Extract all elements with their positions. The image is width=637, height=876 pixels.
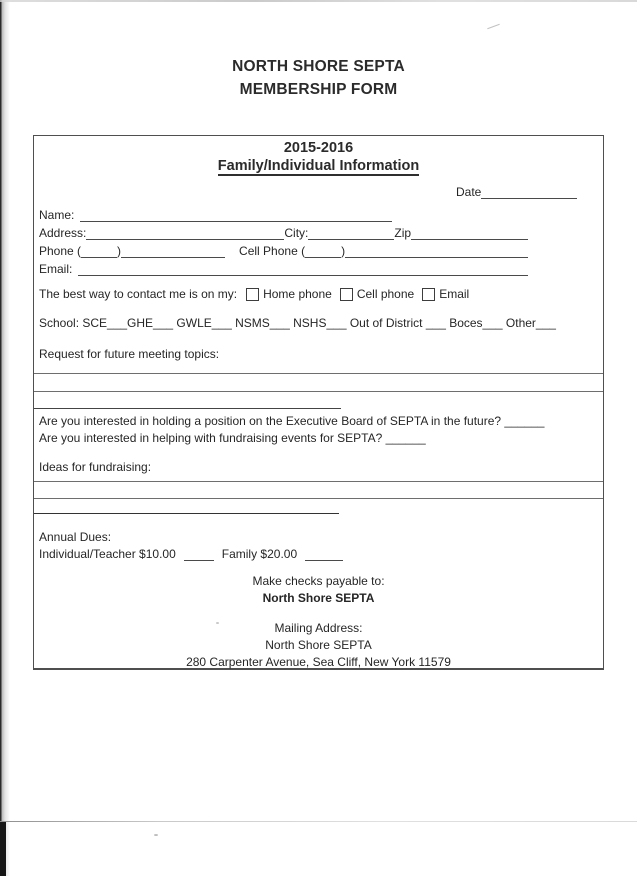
scan-edge-left-dark: [0, 822, 6, 876]
cell-phone-checkbox: [340, 288, 353, 301]
email-label: Email:: [39, 262, 73, 276]
checks-payable-label: Make checks payable to:: [252, 574, 385, 588]
address-field: [39, 226, 528, 240]
date-blank: [481, 186, 577, 199]
city-blank: [308, 227, 394, 240]
meeting-topics-label: Request for future meeting topics:: [39, 347, 220, 361]
phone-field: [39, 244, 528, 258]
scan-speck: [154, 834, 158, 836]
contact-preference-row: [39, 287, 528, 301]
write-in-line: [34, 373, 603, 374]
scan-edge-left: [0, 0, 10, 876]
phone-label: Phone (: [39, 244, 82, 258]
address-blank: [86, 227, 284, 240]
family-dues-label: Family $20.00: [221, 547, 298, 561]
date-field: [456, 185, 577, 199]
zip-blank: [411, 227, 528, 240]
name-field: [39, 208, 528, 222]
family-dues-blank: [305, 548, 343, 561]
cell-phone-blank: [345, 245, 528, 258]
fundraising-question: Are you interested in helping with fundraising events for SEPTA? ______: [39, 431, 426, 445]
cell-paren: ): [341, 244, 346, 258]
date-label: Date: [456, 185, 482, 199]
name-label: Name:: [39, 208, 75, 222]
email-field: [39, 262, 528, 276]
phone-area-blank: [81, 245, 117, 258]
individual-dues-label: Individual/Teacher $10.00: [39, 547, 176, 561]
write-in-line-partial: [34, 408, 341, 409]
write-in-line: [34, 481, 603, 482]
annual-dues-row: [39, 547, 528, 561]
page-title: [0, 55, 637, 101]
fundraising-ideas-label: Ideas for fundraising:: [39, 460, 152, 474]
city-label: City:: [284, 226, 309, 240]
email-checkbox: [422, 288, 435, 301]
write-in-line-partial: [34, 513, 339, 514]
annual-dues-heading: Annual Dues:: [39, 530, 112, 544]
mailing-address-street: 280 Carpenter Avenue, Sea Cliff, New York 11579: [186, 655, 451, 669]
form-year: 2015-2016: [283, 140, 354, 156]
mailing-address-label: Mailing Address:: [274, 621, 363, 635]
cell-phone-option-label: Cell phone: [356, 287, 415, 301]
email-option-label: Email: [439, 287, 470, 301]
name-blank: [80, 209, 392, 222]
board-question: Are you interested in holding a position on the Executive Board of SEPTA in the future? ______: [39, 414, 545, 428]
home-phone-label: Home phone: [263, 287, 332, 301]
cell-phone-label: Cell Phone (: [239, 244, 306, 258]
page-title-line1: NORTH SHORE SEPTA: [232, 58, 405, 75]
zip-label: Zip: [394, 226, 412, 240]
school-line: School: SCE___GHE___ GWLE___ NSMS___ NSHS___ Out of District ___ Boces___ Other___: [39, 316, 556, 330]
phone-paren: ): [117, 244, 122, 258]
address-label: Address:: [39, 226, 87, 240]
school-row: [39, 316, 556, 330]
email-blank: [78, 263, 528, 276]
form-box: [33, 135, 604, 670]
checks-payee: North Shore SEPTA: [262, 591, 375, 605]
scan-fold-line: [0, 821, 637, 822]
page-title-line2: MEMBERSHIP FORM: [239, 81, 398, 98]
scan-edge-top: [0, 0, 637, 2]
home-phone-checkbox: [246, 288, 259, 301]
mailing-address-name: North Shore SEPTA: [265, 638, 372, 652]
write-in-line: [34, 391, 603, 392]
scan-speck: [487, 24, 500, 29]
write-in-line: [34, 498, 603, 499]
form-section-title: Family/Individual Information: [217, 158, 420, 174]
contact-prompt: The best way to contact me is on my:: [39, 287, 238, 301]
cell-area-blank: [305, 245, 341, 258]
phone-blank: [121, 245, 225, 258]
individual-dues-blank: [184, 548, 214, 561]
